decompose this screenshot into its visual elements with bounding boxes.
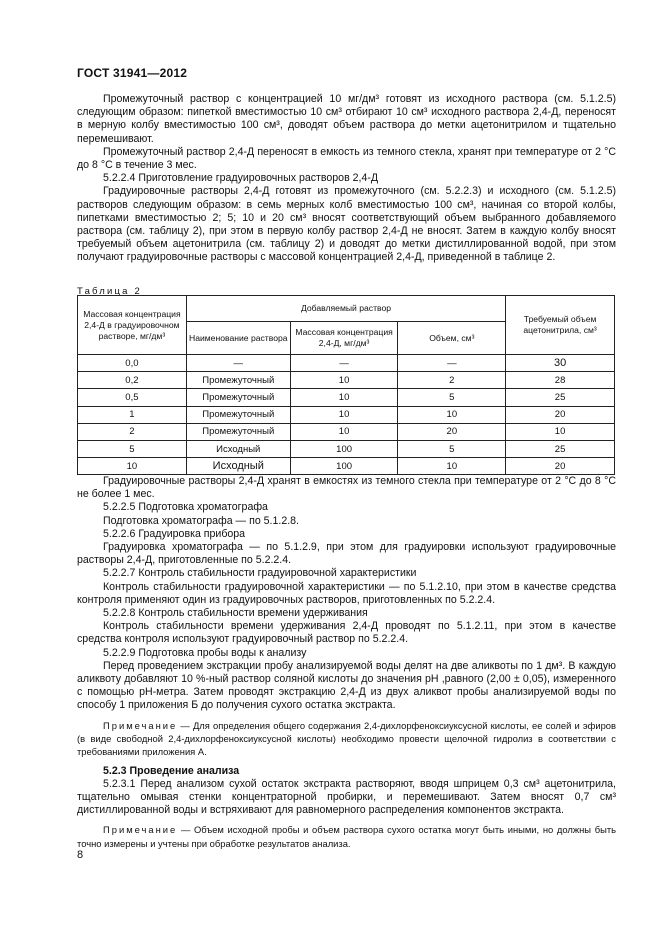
header-solution-name: Наименование раствора (186, 322, 290, 355)
table-cell: 5 (398, 440, 506, 457)
table-row (78, 423, 615, 440)
table-cell: 10 (290, 406, 398, 423)
subsection-heading: 5.2.2.5 Подготовка хроматографа (103, 501, 268, 514)
note-text: — Для определения общего содержания 2,4-дихлорфеноксиуксусной кислоты, ее солей и эфиров (в виде свободной 2,4-дихлорфеноксиуксусной кислоты) необходимо провести щелочной гидролиз в соответствии с требованиями приложения А. (77, 719, 616, 758)
table-2 (77, 295, 615, 475)
table-cell: 20 (506, 458, 615, 475)
table-cell: Исходный (186, 440, 290, 457)
table-body (78, 355, 615, 475)
body-text-bottom (77, 475, 616, 850)
header-volume: Объем, см³ (398, 322, 506, 355)
table-cell: 2 (398, 372, 506, 389)
header-added-solution: Добавляемый раствор (186, 296, 505, 322)
note-2 (77, 823, 616, 850)
table-cell: 30 (506, 355, 615, 372)
paragraph: Перед проведением экстракции пробу анализируемой воды делят на две аликвоты по 1 дм³. В каждую аликвоту добавляют 10 %-ный раствор соляной кислоты до значения рН ,равного (2,00 ± 0,05), измеренного с помощью рН-метра. Затем проводят экстракцию 2,4-Д из двух аликвот пробы анализируемой воды по способу 1 приложения Б до получения сухого остатка экстракта. (77, 659, 616, 712)
table-cell: 100 (290, 458, 398, 475)
note-1 (77, 719, 616, 759)
table-row (78, 372, 615, 389)
table-cell: Промежуточный (186, 423, 290, 440)
subsection-heading: 5.2.2.4 Приготовление градуировочных растворов 2,4-Д (103, 172, 379, 185)
paragraph: Контроль стабильности времени удерживания 2,4-Д проводят по 5.1.2.11, при этом в качестве средства контроля используют градуировочный раствор по 5.2.2.4. (77, 620, 616, 646)
table-cell: 10 (78, 458, 187, 475)
section-heading: 5.2.3 Проведение анализа (103, 764, 240, 777)
table-cell: 0,0 (78, 355, 187, 372)
header-acetonitrile-volume: Требуемый объем ацетонитрила, см³ (506, 296, 615, 355)
table-row (78, 355, 615, 372)
paragraph: Градуировочные растворы 2,4-Д хранят в емкостях из темного стекла при температуре от 2 °С до 8 °С не более 1 мес. (77, 475, 616, 501)
paragraph: Подготовка хроматографа — по 5.1.2.8. (103, 514, 299, 527)
note-label: Примечание (103, 719, 178, 731)
table-cell: 100 (290, 440, 398, 457)
page-header: ГОСТ 31941—2012 (77, 66, 188, 80)
paragraph: Контроль стабильности градуировочной характеристики — по 5.1.2.10, при этом в качестве средства контроля применяют один из градуировочных растворов, приготовленных по 5.2.2.4. (77, 580, 616, 606)
table-cell: 20 (398, 423, 506, 440)
table-cell: 28 (506, 372, 615, 389)
table-cell: — (290, 355, 398, 372)
paragraph: 5.2.3.1 Перед анализом сухой остаток экстракта растворяют, вводя шприцем 0,3 см³ ацетонитрила, тщательно омывая стенки концентраторной пробирки, и перемешивают. Затем вносят 0,7 см³ дистиллированной воды и встряхивают для равномерного распределения компонентов экстракта. (77, 777, 616, 817)
paragraph: Промежуточный раствор с концентрацией 10 мг/дм³ готовят из исходного раствора (см. 5.1.2.5) следующим образом: пипеткой вместимостью 10 см³ отбирают 10 см³ исходного раствора 2,4-Д, переносят в мерную колбу вместимостью 100 см³, доводят объем раствора до метки ацетонитрилом и тщательно перемешивают. (77, 93, 616, 145)
note-label: Примечание (103, 824, 178, 836)
paragraph: Промежуточный раствор 2,4-Д переносят в емкость из темного стекла, хранят при температуре от 2 °С до 8 °С в течение 3 мес. (77, 145, 616, 172)
header-solution-concentration: Массовая концентрация 2,4-Д, мг/дм³ (290, 322, 398, 355)
table-cell: 10 (398, 406, 506, 423)
table-cell: 10 (506, 423, 615, 440)
subsection-heading: 5.2.2.8 Контроль стабильности времени удерживания (103, 607, 368, 620)
table-cell: 1 (78, 406, 187, 423)
table-cell: 10 (290, 389, 398, 406)
paragraph: Градуировочные растворы 2,4-Д готовят из промежуточного (см. 5.2.2.3) и исходного (см. 5.1.2.5) растворов следующим образом: в семь мерных колб вместимостью 100 см³, начиная со второй колбы, пипетками вместимостью 2; 5; 10 и 20 см³ вносят соответствующий объем выбранного добавляемого раствора (см. таблицу 2), при этом в первую колбу раствор 2,4-Д не вносят. Затем в каждую колбу вносят требуемый объем ацетонитрила (см. таблицу 2) и доводят до метки дистиллированной водой, при этом получают градуировочные растворы с массовой концентрацией 2,4-Д, приведенной в таблице 2. (77, 185, 616, 264)
table-cell: 10 (290, 372, 398, 389)
table-cell: 2 (78, 423, 187, 440)
table-cell: 0,2 (78, 372, 187, 389)
table-cell: Промежуточный (186, 372, 290, 389)
table-caption: Таблица 2 (77, 286, 142, 297)
table-cell: 5 (78, 440, 187, 457)
table-cell: — (186, 355, 290, 372)
table-row (78, 389, 615, 406)
table-cell: 25 (506, 440, 615, 457)
table-cell: — (398, 355, 506, 372)
body-text-top (77, 93, 616, 265)
subsection-heading: 5.2.2.7 Контроль стабильности градуировочной характеристики (103, 567, 417, 580)
table-cell: 0,5 (78, 389, 187, 406)
table-row (78, 458, 615, 475)
paragraph: Градуировка хроматографа — по 5.1.2.9, при этом для градуировки используют градуировочные растворы 2,4-Д, приготовленные по 5.2.2.4. (77, 541, 616, 567)
table-cell: Исходный (186, 458, 290, 475)
table-cell: 25 (506, 389, 615, 406)
header-mass-concentration: Массовая концентрация 2,4-Д в градуировочном растворе, мг/дм³ (78, 296, 187, 355)
table-cell: Промежуточный (186, 389, 290, 406)
table-cell: 5 (398, 389, 506, 406)
note-text: — Объем исходной пробы и объем раствора сухого остатка могут быть иными, но должны быть точно измерены и учтены при обработке результатов анализа. (77, 824, 616, 849)
table-cell: 20 (506, 406, 615, 423)
table-cell: 10 (290, 423, 398, 440)
subsection-heading: 5.2.2.6 Градуировка прибора (103, 527, 246, 540)
page-number: 8 (77, 849, 84, 861)
subsection-heading: 5.2.2.9 Подготовка пробы воды к анализу (103, 646, 307, 659)
table-cell: 10 (398, 458, 506, 475)
table-row (78, 406, 615, 423)
table-cell: Промежуточный (186, 406, 290, 423)
table-row (78, 440, 615, 457)
